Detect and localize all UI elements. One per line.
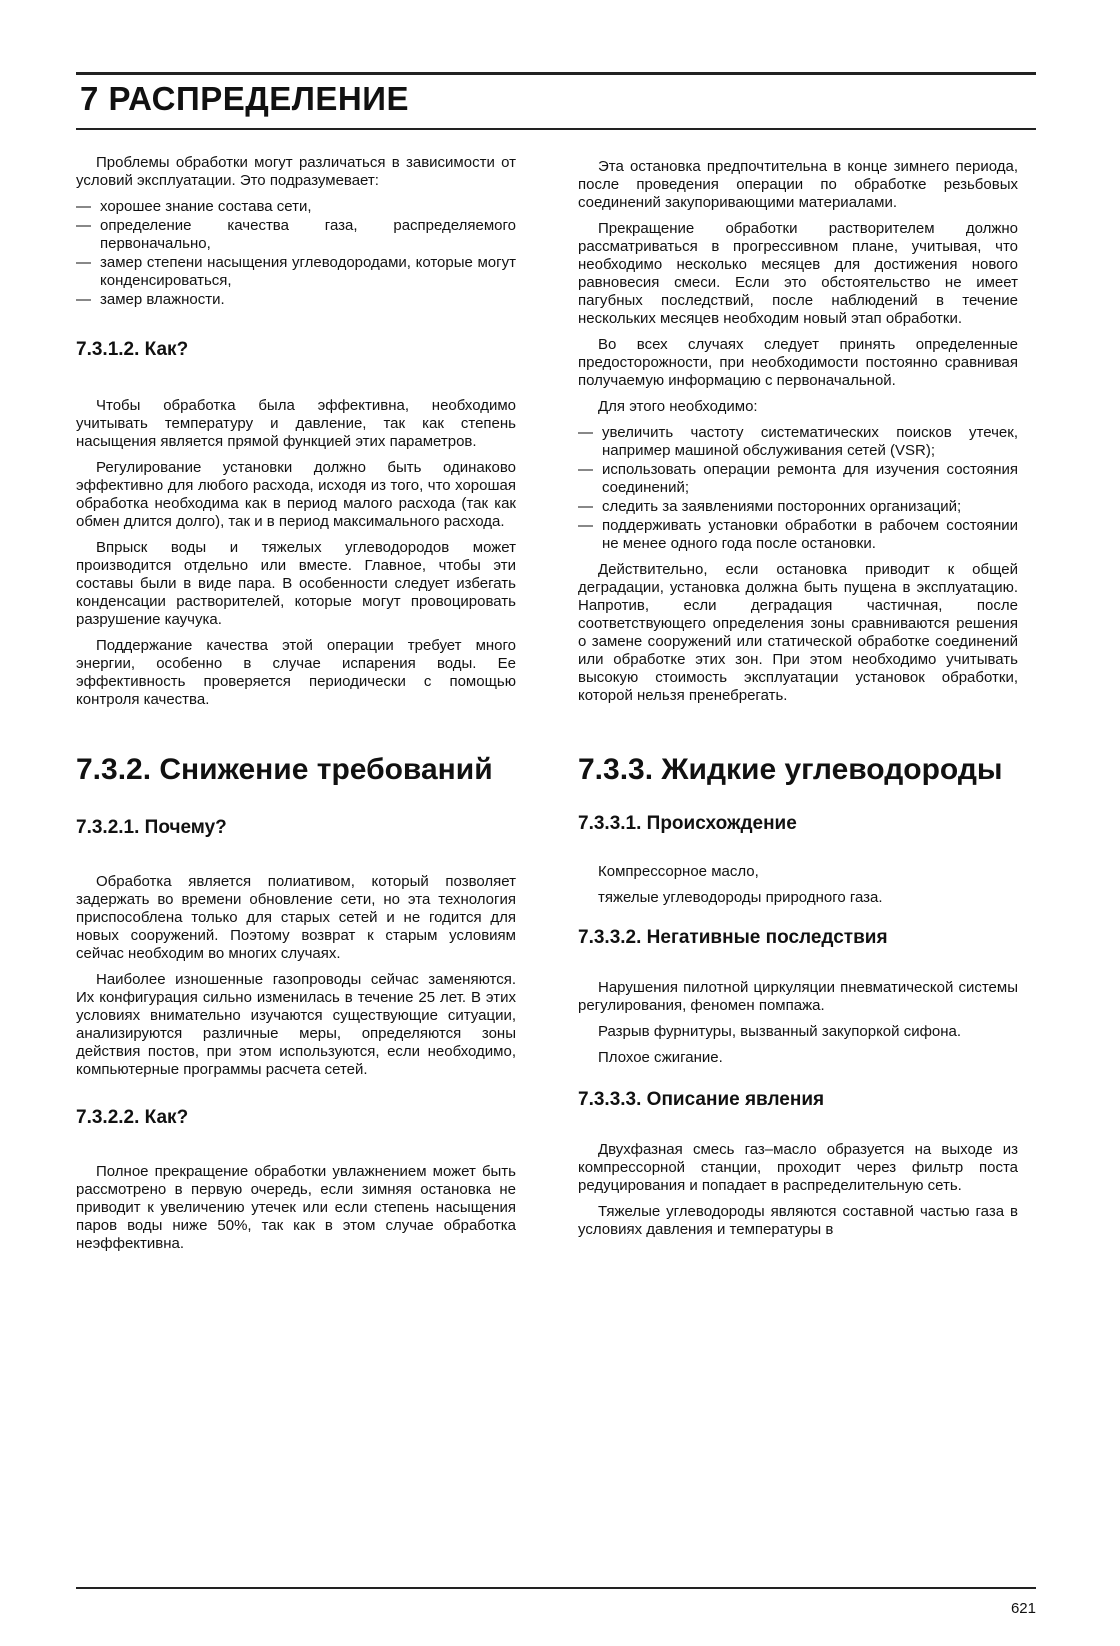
list-item: — замер степени насыщения углеводородами, которые могут конденсироваться, xyxy=(76,254,516,290)
paragraph: Регулирование установки должно быть одинаково эффективно для любого расхода, исходя из того, что хорошая обработка необходима как в период малого расхода (так как обмен длится долго), так и в период максимального расхода. xyxy=(76,459,516,530)
paragraph: Полное прекращение обработки увлажнением может быть рассмотрено в первую очередь, если зимняя остановка не приводит к увеличению утечек или если степень насыщения паров воды ниже 50%, так как в этом случае обработка неэффективна. xyxy=(76,1163,516,1252)
paragraph: Разрыв фурнитуры, вызванный закупоркой сифона. xyxy=(598,1023,962,1040)
header-rule xyxy=(76,128,1036,130)
paragraph: Действительно, если остановка приводит к общей деградации, установка должна быть пущена в эксплуатацию. Напротив, если деградация частичная, после соответствующего определения зоны сравниваются решения о замене сооружений или статической обработке соединений или обработке этих зон. При этом необходимо учитывать высокую стоимость эксплуатации установок обработки, которой нельзя пренебрегать. xyxy=(578,561,1018,704)
subsection-heading: 7.3.3.1. Происхождение xyxy=(578,813,797,834)
list-item: — использовать операции ремонта для изучения состояния соединений; xyxy=(578,461,1018,497)
paragraph: Впрыск воды и тяжелых углеводородов может производится отдельно или вместе. Главное, чтобы эти составы были в виде пара. В особенности следует избегать конденсации растворителей, которые могут провоцировать разрушение каучука. xyxy=(76,539,516,628)
paragraph: Поддержание качества этой операции требует много энергии, особенно в случае испарения воды. Ее эффективность проверяется периодически с помощью контроля качества. xyxy=(76,637,516,708)
list-item: — замер влажности. xyxy=(76,291,516,309)
paragraph: Тяжелые углеводороды являются составной частью газа в условиях давления и температуры в xyxy=(578,1203,1018,1238)
section-heading: 7.3.2. Снижение требований xyxy=(76,753,493,786)
paragraph: Для этого необходимо: xyxy=(598,398,758,415)
paragraph: Двухфазная смесь газ–масло образуется на выходе из компрессорной станции, проходит через фильтр поста редуцирования и попадает в распределительную сеть. xyxy=(578,1141,1018,1194)
bullet-list xyxy=(578,424,1018,553)
paragraph: Чтобы обработка была эффективна, необходимо учитывать температуру и давление, так как степень насыщения является прямой функцией этих параметров. xyxy=(76,397,516,450)
paragraph: Плохое сжигание. xyxy=(598,1049,723,1066)
page-number: 621 xyxy=(1010,1600,1036,1617)
section-heading: 7.3.3. Жидкие углеводороды xyxy=(578,753,1003,786)
paragraph: Нарушения пилотной циркуляции пневматической системы регулирования, феномен помпажа. xyxy=(578,979,1018,1014)
subsection-heading: 7.3.2.2. Как? xyxy=(76,1107,189,1128)
left-column xyxy=(76,154,516,1261)
list-item: — хорошее знание состава сети, xyxy=(76,198,516,216)
paragraph: Эта остановка предпочтительна в конце зимнего периода, после проведения операции по обработке резьбовых соединений закупоривающими материалами. xyxy=(578,158,1018,211)
paragraph: Компрессорное масло, xyxy=(598,863,759,880)
list-item: — поддерживать установки обработки в рабочем состоянии не менее одного года после остановки. xyxy=(578,517,1018,553)
paragraph: Наиболее изношенные газопроводы сейчас заменяются. Их конфигурация сильно изменилась в течение 25 лет. В этих условиях внимательно изучаются существующие ситуации, анализируются различные меры, определяются зоны действия постов, при этом используются, если необходимо, компьютерные программы расчета сетей. xyxy=(76,971,516,1078)
footer-rule xyxy=(76,1587,1036,1589)
subsection-heading: 7.3.3.3. Описание явления xyxy=(578,1089,825,1110)
list-item: — следить за заявлениями посторонних организаций; xyxy=(578,498,1018,516)
paragraph: Прекращение обработки растворителем должно рассматриваться в прогрессивном плане, учитывая, что необходимо несколько месяцев для достижения нового равновесия смеси. Если это обстоятельство не имеет пагубных последствий, после наблюдений в течение нескольких месяцев необходим новый этап обработки. xyxy=(578,220,1018,327)
paragraph: тяжелые углеводороды природного газа. xyxy=(598,889,883,906)
list-item: — определение качества газа, распределяемого первоначально, xyxy=(76,217,516,253)
bullet-list xyxy=(76,198,516,309)
paragraph: Обработка является полиативом, который позволяет задержать во времени обновление сети, но эта технология приспособлена только для старых сетей и не годится для новых сооружений. Поэтому возврат к старым условиям сейчас необходим во многих случаях. xyxy=(76,873,516,962)
paragraph: Во всех случаях следует принять определенные предосторожности, при необходимости постоянно сравнивая получаемую информацию с первоначальной. xyxy=(578,336,1018,389)
subsection-heading: 7.3.2.1. Почему? xyxy=(76,817,227,838)
subsection-heading: 7.3.1.2. Как? xyxy=(76,339,189,360)
paragraph: Проблемы обработки могут различаться в зависимости от условий эксплуатации. Это подразумевает: xyxy=(76,154,516,189)
top-rule xyxy=(76,72,1036,75)
list-item: — увеличить частоту систематических поисков утечек, например машиной обслуживания сетей (VSR); xyxy=(578,424,1018,460)
right-column xyxy=(578,158,1018,1247)
subsection-heading: 7.3.3.2. Негативные последствия xyxy=(578,927,888,948)
chapter-title: 7 РАСПРЕДЕЛЕНИЕ xyxy=(80,80,409,117)
